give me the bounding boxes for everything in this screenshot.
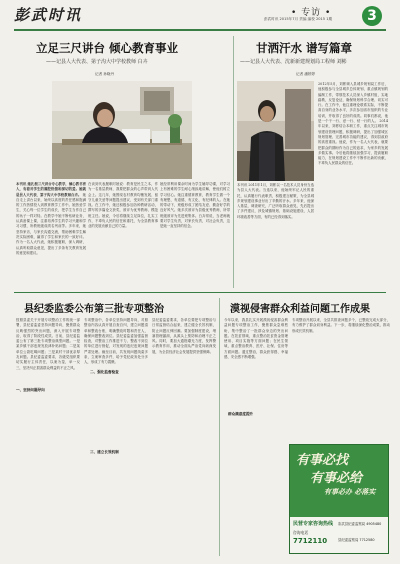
left-article-col-2: 在谈到代表履职时她说：教育是民生之本，作为一名基层教师，我要把群众的心声带到人代会上。这几年，她围绕农村教育均衡发展、留守儿童关爱等问题提出建议，受到有关部门重视。在工作中，她还积极参加各种教研活动，撰写的多篇论文获奖，被评为优秀教师、模范班主任。她说，今后将继续立足岗位，扎实工作，不辜负人民的信任和重托，为全县教育事业的发展贡献自己的力量。 (88, 182, 158, 229)
engineer-photo-image (237, 81, 314, 181)
left-article-title: 立足三尺讲台 倾心教育事业 (36, 41, 179, 55)
left-article-body-1: 她自走上讲台以来，始终以高度的责任感和饱满的工作热情投入到教育教学工作中。她热爱学生，关心每一位学生的成长，把学生当作自己的孩子一样对待。在教学中她不断钻研业务，认真备课上课，注重培养学生的学习兴趣和学习习惯，所教班级成绩名列前茅。多年来，她坚持家访，与家长沟通交流，帮助困难学生解决实际困难，赢得了学生和家长的一致好评。作为一名人大代表，她积极履职，深入调研，认真听取群众意见，提出了多条有关教育发展的意见和建议。 (16, 192, 86, 255)
left-article-byline: 记者 孙晓丹 (95, 72, 115, 76)
right-article-subtitle: ——记县人大代表、沈新新建规划局工程师 刘彬 (240, 59, 347, 65)
engineer-photo (237, 81, 314, 181)
ad-hotline-label: 咨询电话 (293, 530, 309, 535)
public-service-ad (289, 444, 389, 554)
bottom-left-title: 县纪委监委公布第三批专项整治 (24, 304, 164, 315)
column-divider (233, 36, 234, 288)
ad-line-2: 有事必给 (310, 471, 363, 486)
ad-right-line: 彩武县纪委监察局 4905480 (338, 522, 382, 526)
masthead-logo: 彭武时讯 (14, 6, 83, 24)
ad-line-3: 有事必办 必落实 (324, 487, 376, 496)
left-article-col-3: 她经常利用课余时间为学生辅导功课，对学习上有困难的学生耐心细致地讲解，使他们树立学习信心。她注重德育教育，教育学生做一个有理想、有道德、有文化、有纪律的人。在她的带动下，班级形成了团结友爱、勤奋好学的良好风气。她多次被评为县级优秀教师，所带班级被评为先进班集体。白卉常说，当老师就要对学生负责，对家长负责，对社会负责，这是她一直坚持的信念。 (160, 182, 230, 229)
right-article-col-2 (318, 82, 388, 286)
left-article-col-1 (16, 182, 86, 286)
teacher-photo (52, 81, 192, 179)
bottom-right-col-1: 今年以来，我县扎实开展漠视侵害群众利益问题专项整治工作，聚焦群众急难愁盼，集中整治了一批群众身边的突出问题。在扶贫领域，重点整治扶贫资金管理使用、项目实施等方面问题；在民生领域，重点整治教育、医疗、社保、住房等方面问题。通过整治，群众获得感、幸福感、安全感不断增强。 (224, 318, 288, 360)
left-article-subtitle: ——记县人大代表、第子沟大中学校教师 白卉 (46, 59, 148, 65)
bottom-column-divider (219, 298, 220, 556)
bottom-left-col-3: 县纪委监委要求，各单位要把专项整治与日常监督结合起来，建立健全长效机制，防止问题反弹回潮。要加强制度建设，堵塞管理漏洞，从源头上预防和治理不正之风。同时，要加大通报曝光力度，发挥警示教育作用，推动全面从严治党向纵深发展，为全县经济社会发展提供坚强保障。 (152, 318, 216, 354)
bottom-left-col-2: 专项整治中，各单位坚持问题导向，对照整治内容认真开展自查自纠，建立问题清单和整改台账，明确整改时限和责任人，确保问题整改到位。县纪委监委加强监督检查，对整治工作推进不力、整改不到位的单位进行督促，对发现的违纪违规问题严肃处理。截至目前，共发现问题线索多条，立案审查多件，给予党纪政务处分多人，形成了有力震慑。 (84, 318, 148, 365)
right-article-body-3: 2014年以来，刘彬结合本职工作，重点关注城市规划建设管理问题，积极调研，提出了加强城区规划管理、完善城市功能的建议，得到县政府的高度重视。他说，作为一名人大代表，就要把群众的期盼作为自己的追求，为家乡的发展多做实事。今后他将继续加强学习，提高履职能力，在规划建设工作中不断作出新的贡献，不辜负人民群众的信任。 (318, 119, 388, 166)
masthead-info: 彭武时讯 2015年7月 责编 编校 2015 1期 (264, 17, 333, 21)
right-article-col-1: 本刊讯 2011年1月，刘彬以一名技术人员身份当选为县人大代表。当选以来，他始终牢记人民的重托，认真履行代表职责，积极建言献策，为全县城乡规划建设事业付出了辛勤的汗水。多年来，他深入基层，调查研究，广泛听取群众意见，先后提出了多件建议，涉及城镇规划、基础设施建设、人居环境改善等方面，有的已经得到落实。 (237, 183, 314, 219)
bottom-left-heading-2: 二、强化监督检查 (90, 370, 119, 374)
bottom-right-title: 漠视侵害群众利益问题工作成果 (230, 304, 370, 315)
right-article-byline: 记者 潘婷婷 (296, 72, 316, 76)
right-article-body-2: 2012年5月，刘彬调入县城乡规划局工作后，他积极参与全县城乡总体规划、重点镇规划的编制工作，带领技术人员深入乡镇村组，实地踏勘，反复论证，确保规划科学合理、切实可行。在工作中，他注重理论联系实际，不断提高自身的业务水平，多次参加省市组织的专业培训，并取得了良好的成绩。同事们都说，他是一个干一行、爱一行、钻一行的人。 (318, 82, 388, 124)
right-article-title: 甘洒汗水 谱写篇章 (256, 41, 353, 55)
bottom-left-heading-1: 一、坚持问题导向 (16, 388, 45, 392)
ad-hotline-number: 7712110 (293, 537, 328, 545)
teacher-photo-image (52, 81, 192, 179)
page-number-badge: 3 (362, 6, 382, 26)
bottom-left-heading-3: 三、建立长效机制 (90, 450, 119, 454)
section-title: • 专访 • (291, 8, 332, 18)
bottom-right-heading-1: 群众满意度提升 (228, 412, 254, 416)
ad-hotline-title: 民营专家咨询热线 (293, 521, 334, 527)
section-rule (14, 292, 386, 293)
left-article-lead: 本刊讯 她扎根三尺讲台专心教学，倾心教书育人，有着对学生的满腔热情和深切的爱。她就是县人大代表、第子沟大中学校教师白卉。 (16, 182, 86, 197)
ad-contact-strip (290, 517, 389, 554)
masthead-rule (14, 29, 386, 31)
masthead (0, 0, 400, 30)
ad-line-1: 有事必找 (296, 453, 349, 468)
ad-right-phone: 县纪委监察局 7712580 (338, 538, 375, 542)
bottom-left-col-1: 按照县委关于开展专项整治工作的统一部署，县纪委监委坚持问题导向，聚焦群众反映强烈的突出问题，深入开展专项整治，取得了阶段性成效。日前，县纪委监委公布了第三批专项整治典型问题。一是某乡镇干部违规发放津补贴问题；二是某单位公款吃喝问题；三是某村干部优亲厚友问题。县纪委监委要求，各级党组织要切实履行主体责任，以案为鉴，举一反三，坚决纠正损害群众利益的不正之风。 (16, 318, 80, 370)
bottom-right-col-2: 专项整治开展以来，全县共排查问题多个，已整改完成大部分，有力维护了群众切身利益。下一步，将继续深化整治成果，推动形成长效机制。 (292, 318, 390, 333)
